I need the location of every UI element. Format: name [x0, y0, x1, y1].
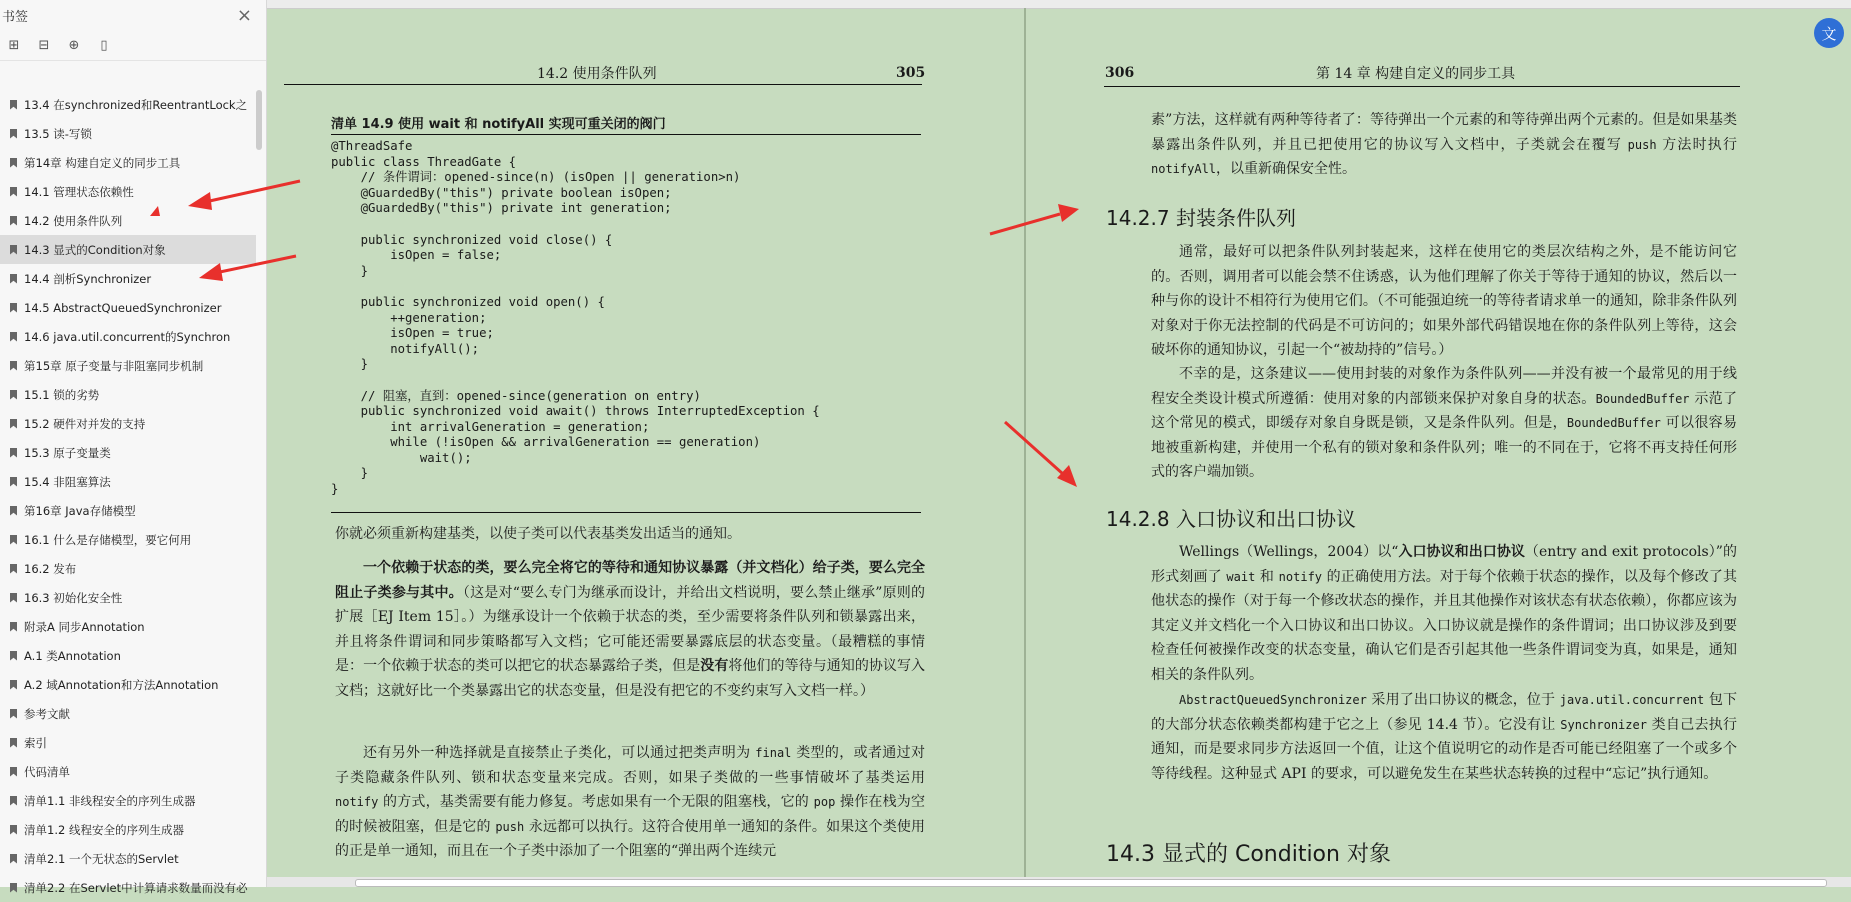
arrow-annotation-3 [990, 204, 1079, 234]
close-icon[interactable]: × [236, 4, 252, 26]
bookmark-item-label: 15.1 锁的劣势 [24, 387, 100, 402]
bookmark-item-label: 第16章 Java存储模型 [24, 503, 136, 518]
bookmark-item-label: 清单1.2 线程安全的序列生成器 [24, 822, 184, 837]
right-para-top: 素”方法，这样就有两种等待者了：等待弹出一个元素的和等待弹出两个元素的。但是如果基类暴露出条件队列，并且已把使用它的协议写入文档中，子类就会在覆写 push 方法时执行 notifyAll，以重新确保安全性。 [1151, 112, 1737, 177]
bookmark-add-icon[interactable]: ⊕ [68, 37, 80, 53]
arrow-fragment [150, 206, 160, 216]
right-para-1428a: Wellings（Wellings，2004）以“入口协议和出口协议（entry and exit protocols）”的形式刻画了 wait 和 notify 的正确使用方法。对于每个依赖于状态的操作，以及每个修改了其他状态的操作（对于每一个修改状态的操作，并且其他操作对该状态有状态依赖），你都应该为其定义并文档化一个入口协议和出口协议。入口协议就是操作的条件谓词；出口协议涉及到要检查任何被操作改变的状态变量，确认它们是否引起其他一些条件谓词变为真，如果是，通知相关的条件队列。 [1151, 544, 1737, 683]
collapse-all-icon[interactable]: ⊟ [38, 37, 50, 53]
translate-icon[interactable]: 文 [1814, 18, 1844, 48]
bookmark-item-label: 参考文献 [24, 706, 70, 721]
bookmark-item-label: 14.5 AbstractQueuedSynchronizer [24, 300, 222, 315]
left-para-1: 你就必须重新构建基类，以使子类可以代表基类发出适当的通知。 [335, 526, 741, 542]
horizontal-scrollbar-thumb[interactable] [355, 879, 1827, 887]
bookmark-item-label: 清单2.1 一个无状态的Servlet [24, 851, 179, 866]
bookmark-item-label: 15.2 硬件对并发的支持 [24, 416, 146, 431]
bookmark-item-label: 15.4 非阻塞算法 [24, 474, 111, 489]
left-para-3: 还有另外一种选择就是直接禁止子类化，可以通过把类声明为 final 类型的，或者通过对子类隐藏条件队列、锁和状态变量来完成。否则，如果子类做的一些事情破坏了基类运用 notify 的方式，基类需要有能力修复。考虑如果有一个无限的阻塞栈，它的 pop 操作在栈为空的时候被阻塞，但是它的 push 永远都可以执行。这符合使用单一通知的条件。如果这个类使用的正是单一通知，而且在一个子类中添加了一个阻塞的“弹出两个连续元 [335, 745, 925, 859]
bookmark-item-label: 清单2.2 在Servlet中计算请求数量而没有必 [24, 880, 248, 895]
bookmark-item-label: 清单1.1 非线程安全的序列生成器 [24, 793, 196, 808]
bookmark-item-label: 16.3 初始化安全性 [24, 590, 123, 605]
bookmark-item-label: 16.2 发布 [24, 561, 77, 576]
bookmark-item-label: 16.1 什么是存储模型，要它何用 [24, 532, 192, 547]
bookmark-item-label: 15.3 原子变量类 [24, 445, 111, 460]
right-para-1428b: AbstractQueuedSynchronizer 采用了出口协议的概念，位于 java.util.concurrent 包下的大部分状态依赖类都构建于它之上（参见 14.4 节）。它没有让 Synchronizer 类自己去执行通知，而是要求同步方法返回一个值，让这个值说明它的动作是否可能已经阻塞了一个或多个等待线程。这种显式 API 的要求，可以避免发生在某些状态转换的过程中“忘记”执行通知。 [1151, 692, 1738, 782]
arrow-annotation-4 [1005, 422, 1077, 487]
left-page-number: 305 [896, 65, 926, 81]
left-para-2: 一个依赖于状态的类，要么完全将它的等待和通知协议暴露（并文档化）给子类，要么完全阻止子类参与其中。（这是对“要么专门为继承而设计，并给出文档说明，要么禁止继承”原则的扩展［EJ Item 15］。）为继承设计一个依赖于状态的类，至少需要将条件队列和锁暴露出来，并且将条件谓词和同步策略都写入文档；它可能还需要暴露底层的状态变量。（最糟糕的事情是：一个依赖于状态的类可以把它的状态暴露给子类，但是没有将他们的等待与通知的协议写入文档；这就好比一个类暴露出它的状态变量，但是没有把它的不变约束写入文档一样。） [335, 560, 926, 699]
bookmark-item-label: 附录A 同步Annotation [24, 619, 145, 634]
expand-all-icon[interactable]: ⊞ [8, 37, 20, 53]
bookmark-item-label: A.2 域Annotation和方法Annotation [24, 677, 219, 692]
bookmark-item-label: A.1 类Annotation [24, 648, 121, 663]
bookmark-item-label: 13.5 读-写锁 [24, 126, 92, 141]
section-heading-14-2-7: 14.2.7 封装条件队列 [1106, 206, 1296, 230]
bookmark-icon[interactable]: ▯ [100, 37, 108, 53]
arrow-annotation-2 [199, 256, 296, 281]
bookmark-item-label: 14.3 显式的Condition对象 [24, 242, 166, 257]
right-para-1427b: 不幸的是，这条建议——使用封装的对象作为条件队列——并没有被一个最常见的用于线程安全类设计模式所遵循：使用对象的内部锁来保护对象自身的状态。BoundedBuffer 示范了这个常见的模式，即缓存对象自身既是锁，又是条件队列。但是，BoundedBuffer 可以很容易地被重新构建，并使用一个私有的锁对象和条件队列；唯一的不同在于，它将不再支持任何形式的客户端加锁。 [1151, 366, 1738, 480]
section-heading-14-3: 14.3 显式的 Condition 对象 [1106, 842, 1391, 867]
right-header-title: 第 14 章 构建自定义的同步工具 [1316, 66, 1516, 82]
arrow-annotation-1 [188, 181, 300, 210]
section-heading-14-2-8: 14.2.8 入口协议和出口协议 [1106, 507, 1356, 531]
bookmark-item-label: 代码清单 [24, 764, 70, 779]
bookmark-item-label: 14.6 java.util.concurrent的Synchron [24, 329, 231, 344]
bookmark-item-label: 第15章 原子变量与非阻塞同步机制 [24, 358, 204, 373]
bookmark-item-label: 14.1 管理状态依赖性 [24, 184, 134, 199]
right-page-number: 306 [1105, 65, 1135, 81]
left-header-title: 14.2 使用条件队列 [537, 66, 657, 82]
bookmark-panel-title: 书签 [2, 9, 29, 25]
bookmark-item-label: 第14章 构建自定义的同步工具 [24, 155, 181, 170]
horizontal-scrollbar[interactable] [267, 877, 1851, 887]
bookmark-item-label: 14.4 剖析Synchronizer [24, 271, 152, 286]
right-para-1427a: 通常，最好可以把条件队列封装起来，这样在使用它的类层次结构之外，是不能访问它的。否则，调用者可以能会禁不住诱惑，认为他们理解了你关于等待于通知的协议，然后以一种与你的设计不相符行为使用它们。（不可能强迫统一的等待者请求单一的通知，除非条件队列对象对于你无法控制的代码是不可访问的；如果外部代码错误地在你的条件队列上等待，这会破坏你的通知协议，引起一个“被劫持的”信号。） [1151, 244, 1737, 358]
listing-title: 清单 14.9 使用 wait 和 notifyAll 实现可重关闭的阀门 [331, 117, 666, 132]
bookmark-item-label: 14.2 使用条件队列 [24, 213, 123, 228]
bookmark-item-label: 13.4 在synchronized和ReentrantLock之 [24, 97, 248, 112]
code-listing: @ThreadSafe public class ThreadGate { // 条件谓词：opened-since(n) (isOpen || generation>n) @GuardedBy("this") private boolean isOpen; @GuardedBy("this") private int generation; public synchronized void close() { isOpen = false; } public synchronized void open() { ++generation; isOpen = true; notifyAll(); } // 阻塞，直到：opened-since(generation on entry) public synchronized void await() throws InterruptedException { int arrivalGeneration = generation; while (!isOpen && arrivalGeneration == generation) wait(); } } [331, 139, 820, 497]
bookmark-item-label: 索引 [24, 735, 47, 750]
left-para-2-bold: 一个依赖于状态的类，要么完全将它的等待和通知协议暴露（并文档化）给子类，要么完全阻止子类参与其中。 [335, 560, 925, 601]
